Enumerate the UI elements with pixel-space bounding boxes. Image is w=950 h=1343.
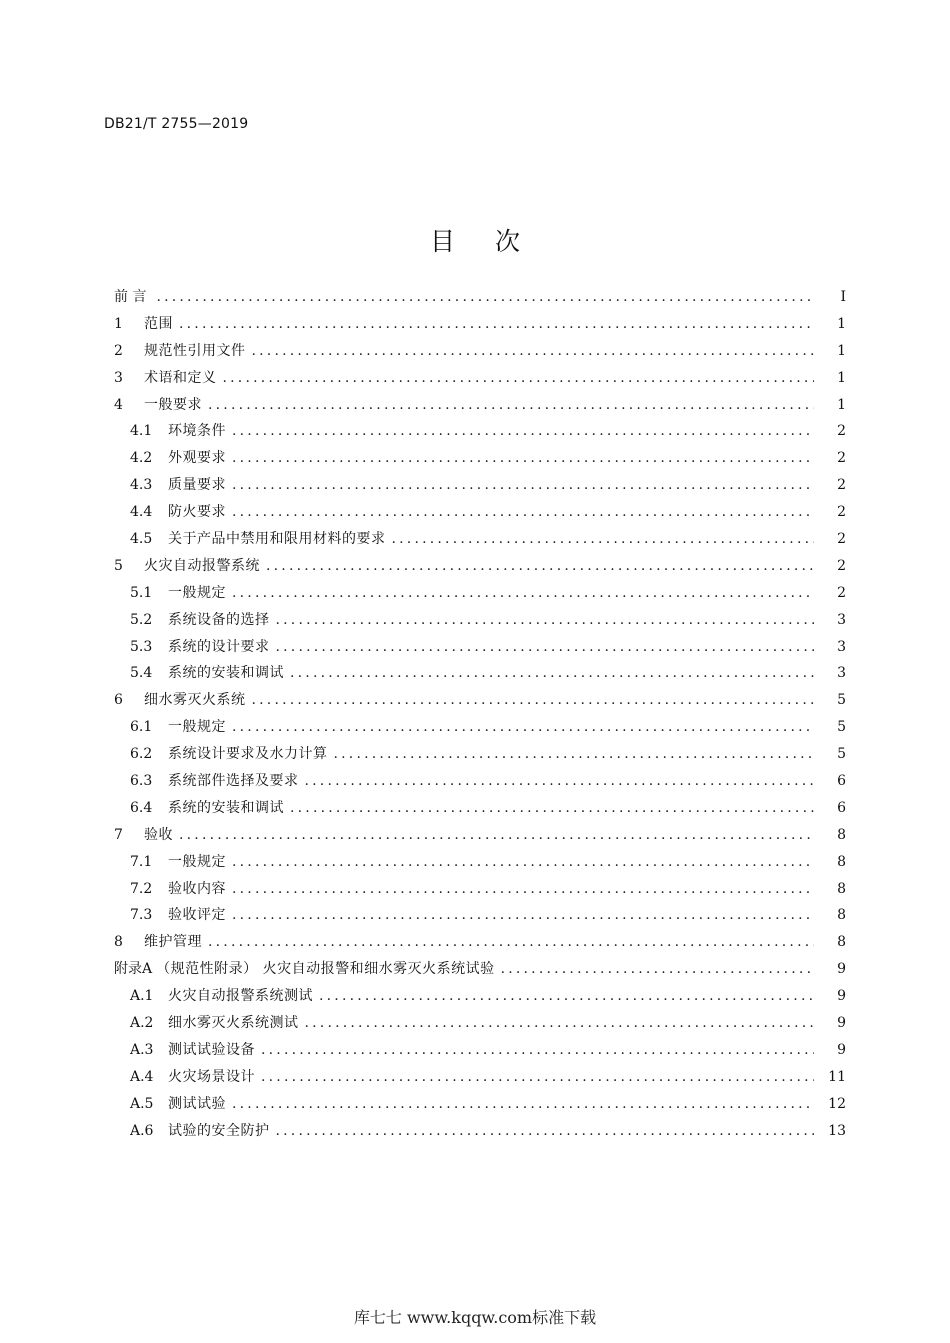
toc-entry[interactable] bbox=[114, 822, 846, 849]
toc-entry-label: 火灾场景设计 bbox=[168, 1068, 255, 1085]
toc-entry[interactable] bbox=[114, 634, 846, 661]
toc-entry-label: 系统的设计要求 bbox=[168, 638, 270, 655]
toc-leader-dots bbox=[156, 284, 814, 311]
toc-entry[interactable] bbox=[114, 714, 846, 741]
toc-entry[interactable] bbox=[114, 1037, 846, 1064]
toc-leader-dots bbox=[208, 392, 814, 419]
toc-entry-page: 2 bbox=[837, 557, 846, 574]
toc-entry-page: 2 bbox=[837, 584, 846, 601]
toc-entry-label: 系统设备的选择 bbox=[168, 611, 270, 628]
toc-leader-dots bbox=[252, 338, 815, 365]
toc-entry[interactable] bbox=[114, 768, 846, 795]
toc-leader-dots bbox=[232, 714, 814, 741]
toc-entry-number: 4.2 bbox=[130, 450, 153, 467]
toc-entry-page: 8 bbox=[837, 826, 846, 843]
table-of-contents bbox=[114, 284, 846, 1145]
toc-entry-page: I bbox=[840, 289, 846, 305]
toc-entry-label: 系统设计要求及水力计算 bbox=[168, 746, 328, 763]
toc-entry-label: 测试试验 bbox=[168, 1095, 226, 1112]
toc-entry-number: 6.4 bbox=[130, 799, 153, 816]
toc-entry-number: 5.1 bbox=[130, 584, 153, 601]
toc-entry-number: 7.3 bbox=[130, 907, 153, 924]
toc-leader-dots bbox=[232, 580, 814, 607]
toc-entry-label: 一般规定 bbox=[168, 853, 226, 870]
toc-entry-number: 4.1 bbox=[130, 423, 153, 440]
toc-entry-number: A.2 bbox=[130, 1015, 154, 1032]
toc-entry-number: 7.1 bbox=[130, 853, 153, 870]
toc-entry[interactable] bbox=[114, 338, 846, 365]
toc-leader-dots bbox=[305, 768, 815, 795]
toc-entry[interactable] bbox=[114, 499, 846, 526]
toc-entry-page: 1 bbox=[837, 396, 846, 413]
toc-entry-label: 细水雾灭火系统 bbox=[144, 692, 246, 709]
toc-entry[interactable] bbox=[114, 741, 846, 768]
toc-entry-page: 13 bbox=[828, 1122, 846, 1139]
toc-entry-number: 6.2 bbox=[130, 746, 153, 763]
toc-entry-page: 9 bbox=[837, 961, 846, 978]
toc-entry-label: 系统的安装和调试 bbox=[168, 665, 284, 682]
toc-entry-label: 规范性引用文件 bbox=[144, 342, 246, 359]
toc-entry-page: 8 bbox=[837, 934, 846, 951]
toc-entry[interactable] bbox=[114, 660, 846, 687]
toc-entry-label: 范围 bbox=[144, 315, 173, 332]
page-title: 目次 bbox=[429, 227, 560, 256]
toc-entry-label: 火灾自动报警系统测试 bbox=[168, 988, 313, 1005]
toc-entry[interactable] bbox=[114, 580, 846, 607]
toc-leader-dots bbox=[208, 929, 814, 956]
toc-leader-dots bbox=[501, 956, 814, 983]
toc-leader-dots bbox=[276, 634, 815, 661]
toc-leader-dots bbox=[179, 311, 814, 338]
toc-entry-number: 1 bbox=[114, 315, 123, 332]
document-code: DB21/T 2755—2019 bbox=[104, 116, 249, 132]
toc-entry-page: 1 bbox=[837, 369, 846, 386]
toc-leader-dots bbox=[232, 849, 814, 876]
toc-entry-number: 7.2 bbox=[130, 880, 153, 897]
toc-entry[interactable] bbox=[114, 929, 846, 956]
toc-leader-dots bbox=[334, 741, 815, 768]
toc-entry-number: 6 bbox=[114, 692, 123, 709]
toc-entry-number: 4.5 bbox=[130, 531, 153, 548]
toc-entry[interactable] bbox=[114, 607, 846, 634]
toc-entry[interactable] bbox=[114, 876, 846, 903]
toc-entry-label: 一般规定 bbox=[168, 584, 226, 601]
toc-entry-number: 6.3 bbox=[130, 773, 153, 790]
toc-entry-page: 2 bbox=[837, 477, 846, 494]
toc-entry-label: 术语和定义 bbox=[144, 369, 217, 386]
toc-leader-dots bbox=[232, 445, 814, 472]
toc-entry-label: 一般规定 bbox=[168, 719, 226, 736]
toc-entry-label: 火灾自动报警系统 bbox=[144, 557, 260, 574]
toc-entry-page: 3 bbox=[837, 665, 846, 682]
toc-entry-label: 验收内容 bbox=[168, 880, 226, 897]
toc-entry-page: 2 bbox=[837, 450, 846, 467]
toc-leader-dots bbox=[179, 822, 814, 849]
toc-entry[interactable] bbox=[114, 687, 846, 714]
toc-entry[interactable] bbox=[114, 365, 846, 392]
toc-entry-page: 5 bbox=[837, 692, 846, 709]
toc-leader-dots bbox=[232, 418, 814, 445]
toc-entry[interactable] bbox=[114, 553, 846, 580]
toc-entry-number: A.4 bbox=[130, 1068, 154, 1085]
toc-entry-label: 质量要求 bbox=[168, 477, 226, 494]
toc-entry-page: 1 bbox=[837, 342, 846, 359]
toc-entry-page: 6 bbox=[837, 799, 846, 816]
toc-entry[interactable] bbox=[114, 392, 846, 419]
toc-entry-number: A.5 bbox=[130, 1095, 154, 1112]
toc-entry-label: 系统的安装和调试 bbox=[168, 799, 284, 816]
toc-entry-number: 5 bbox=[114, 557, 123, 574]
toc-entry-page: 2 bbox=[837, 531, 846, 548]
toc-leader-dots bbox=[305, 1010, 815, 1037]
toc-entry-number: 附录A bbox=[114, 961, 153, 978]
toc-entry[interactable] bbox=[114, 902, 846, 929]
toc-leader-dots bbox=[290, 660, 814, 687]
toc-entry-number: 7 bbox=[114, 826, 123, 843]
toc-leader-dots bbox=[290, 795, 814, 822]
toc-entry[interactable] bbox=[114, 983, 846, 1010]
toc-entry-number: 2 bbox=[114, 342, 123, 359]
toc-entry-label: 系统部件选择及要求 bbox=[168, 773, 299, 790]
toc-entry-number: 8 bbox=[114, 934, 123, 951]
toc-entry-page: 8 bbox=[837, 907, 846, 924]
toc-leader-dots bbox=[232, 472, 814, 499]
toc-entry[interactable] bbox=[114, 284, 846, 311]
toc-entry-page: 11 bbox=[828, 1068, 846, 1085]
toc-leader-dots bbox=[266, 553, 814, 580]
toc-entry-page: 2 bbox=[837, 423, 846, 440]
toc-entry-number: 4.4 bbox=[130, 504, 153, 521]
toc-leader-dots bbox=[232, 1091, 814, 1118]
toc-entry-label: 关于产品中禁用和限用材料的要求 bbox=[168, 531, 386, 548]
toc-entry-page: 12 bbox=[828, 1095, 846, 1112]
toc-entry[interactable] bbox=[114, 418, 846, 445]
toc-entry-page: 5 bbox=[837, 746, 846, 763]
toc-entry-number: A.6 bbox=[130, 1122, 154, 1139]
toc-entry-number: A.3 bbox=[130, 1041, 154, 1058]
toc-entry[interactable] bbox=[114, 1010, 846, 1037]
toc-entry-label: 防火要求 bbox=[168, 504, 226, 521]
toc-entry-page: 8 bbox=[837, 853, 846, 870]
toc-leader-dots bbox=[392, 526, 815, 553]
toc-entry-number: 4 bbox=[114, 396, 123, 413]
toc-leader-dots bbox=[319, 983, 814, 1010]
toc-entry[interactable] bbox=[114, 472, 846, 499]
toc-entry-label: 一般要求 bbox=[144, 396, 202, 413]
toc-entry[interactable] bbox=[114, 1091, 846, 1118]
toc-entry-page: 9 bbox=[837, 1041, 846, 1058]
toc-entry[interactable] bbox=[114, 1064, 846, 1091]
toc-entry-label: （规范性附录） 火灾自动报警和细水雾灭火系统试验 bbox=[156, 961, 495, 978]
toc-entry-page: 6 bbox=[837, 773, 846, 790]
toc-entry-number: A.1 bbox=[130, 988, 154, 1005]
toc-entry-number: 5.3 bbox=[130, 638, 153, 655]
footer-watermark: 库七七 www.kqqw.com标准下载 bbox=[353, 1308, 597, 1327]
toc-entry[interactable] bbox=[114, 849, 846, 876]
toc-entry-label: 维护管理 bbox=[144, 934, 202, 951]
toc-entry[interactable] bbox=[114, 795, 846, 822]
toc-entry-number: 5.4 bbox=[130, 665, 153, 682]
toc-entry-page: 2 bbox=[837, 504, 846, 521]
toc-entry-number: 5.2 bbox=[130, 611, 153, 628]
toc-entry-label: 细水雾灭火系统测试 bbox=[168, 1015, 299, 1032]
toc-entry-page: 8 bbox=[837, 880, 846, 897]
toc-leader-dots bbox=[276, 1118, 815, 1145]
toc-entry[interactable] bbox=[114, 956, 846, 983]
toc-entry-label: 外观要求 bbox=[168, 450, 226, 467]
toc-entry-page: 9 bbox=[837, 988, 846, 1005]
toc-entry-page: 3 bbox=[837, 638, 846, 655]
toc-entry-page: 9 bbox=[837, 1015, 846, 1032]
toc-entry[interactable] bbox=[114, 311, 846, 338]
toc-entry-number: 4.3 bbox=[130, 477, 153, 494]
toc-leader-dots bbox=[223, 365, 815, 392]
toc-entry-label: 测试试验设备 bbox=[168, 1041, 255, 1058]
toc-entry-number: 3 bbox=[114, 369, 123, 386]
toc-leader-dots bbox=[232, 902, 814, 929]
toc-entry-label: 环境条件 bbox=[168, 423, 226, 440]
toc-entry-label: 验收评定 bbox=[168, 907, 226, 924]
toc-entry-number: 前 言 bbox=[114, 289, 147, 305]
toc-entry[interactable] bbox=[114, 526, 846, 553]
toc-leader-dots bbox=[276, 607, 815, 634]
toc-entry-label: 试验的安全防护 bbox=[168, 1122, 270, 1139]
toc-leader-dots bbox=[252, 687, 815, 714]
toc-entry-page: 3 bbox=[837, 611, 846, 628]
toc-entry-page: 5 bbox=[837, 719, 846, 736]
toc-leader-dots bbox=[232, 876, 814, 903]
toc-entry-page: 1 bbox=[837, 315, 846, 332]
toc-leader-dots bbox=[261, 1064, 814, 1091]
toc-entry[interactable] bbox=[114, 1118, 846, 1145]
toc-leader-dots bbox=[261, 1037, 814, 1064]
toc-entry-label: 验收 bbox=[144, 826, 173, 843]
toc-leader-dots bbox=[232, 499, 814, 526]
toc-entry-number: 6.1 bbox=[130, 719, 153, 736]
toc-entry[interactable] bbox=[114, 445, 846, 472]
